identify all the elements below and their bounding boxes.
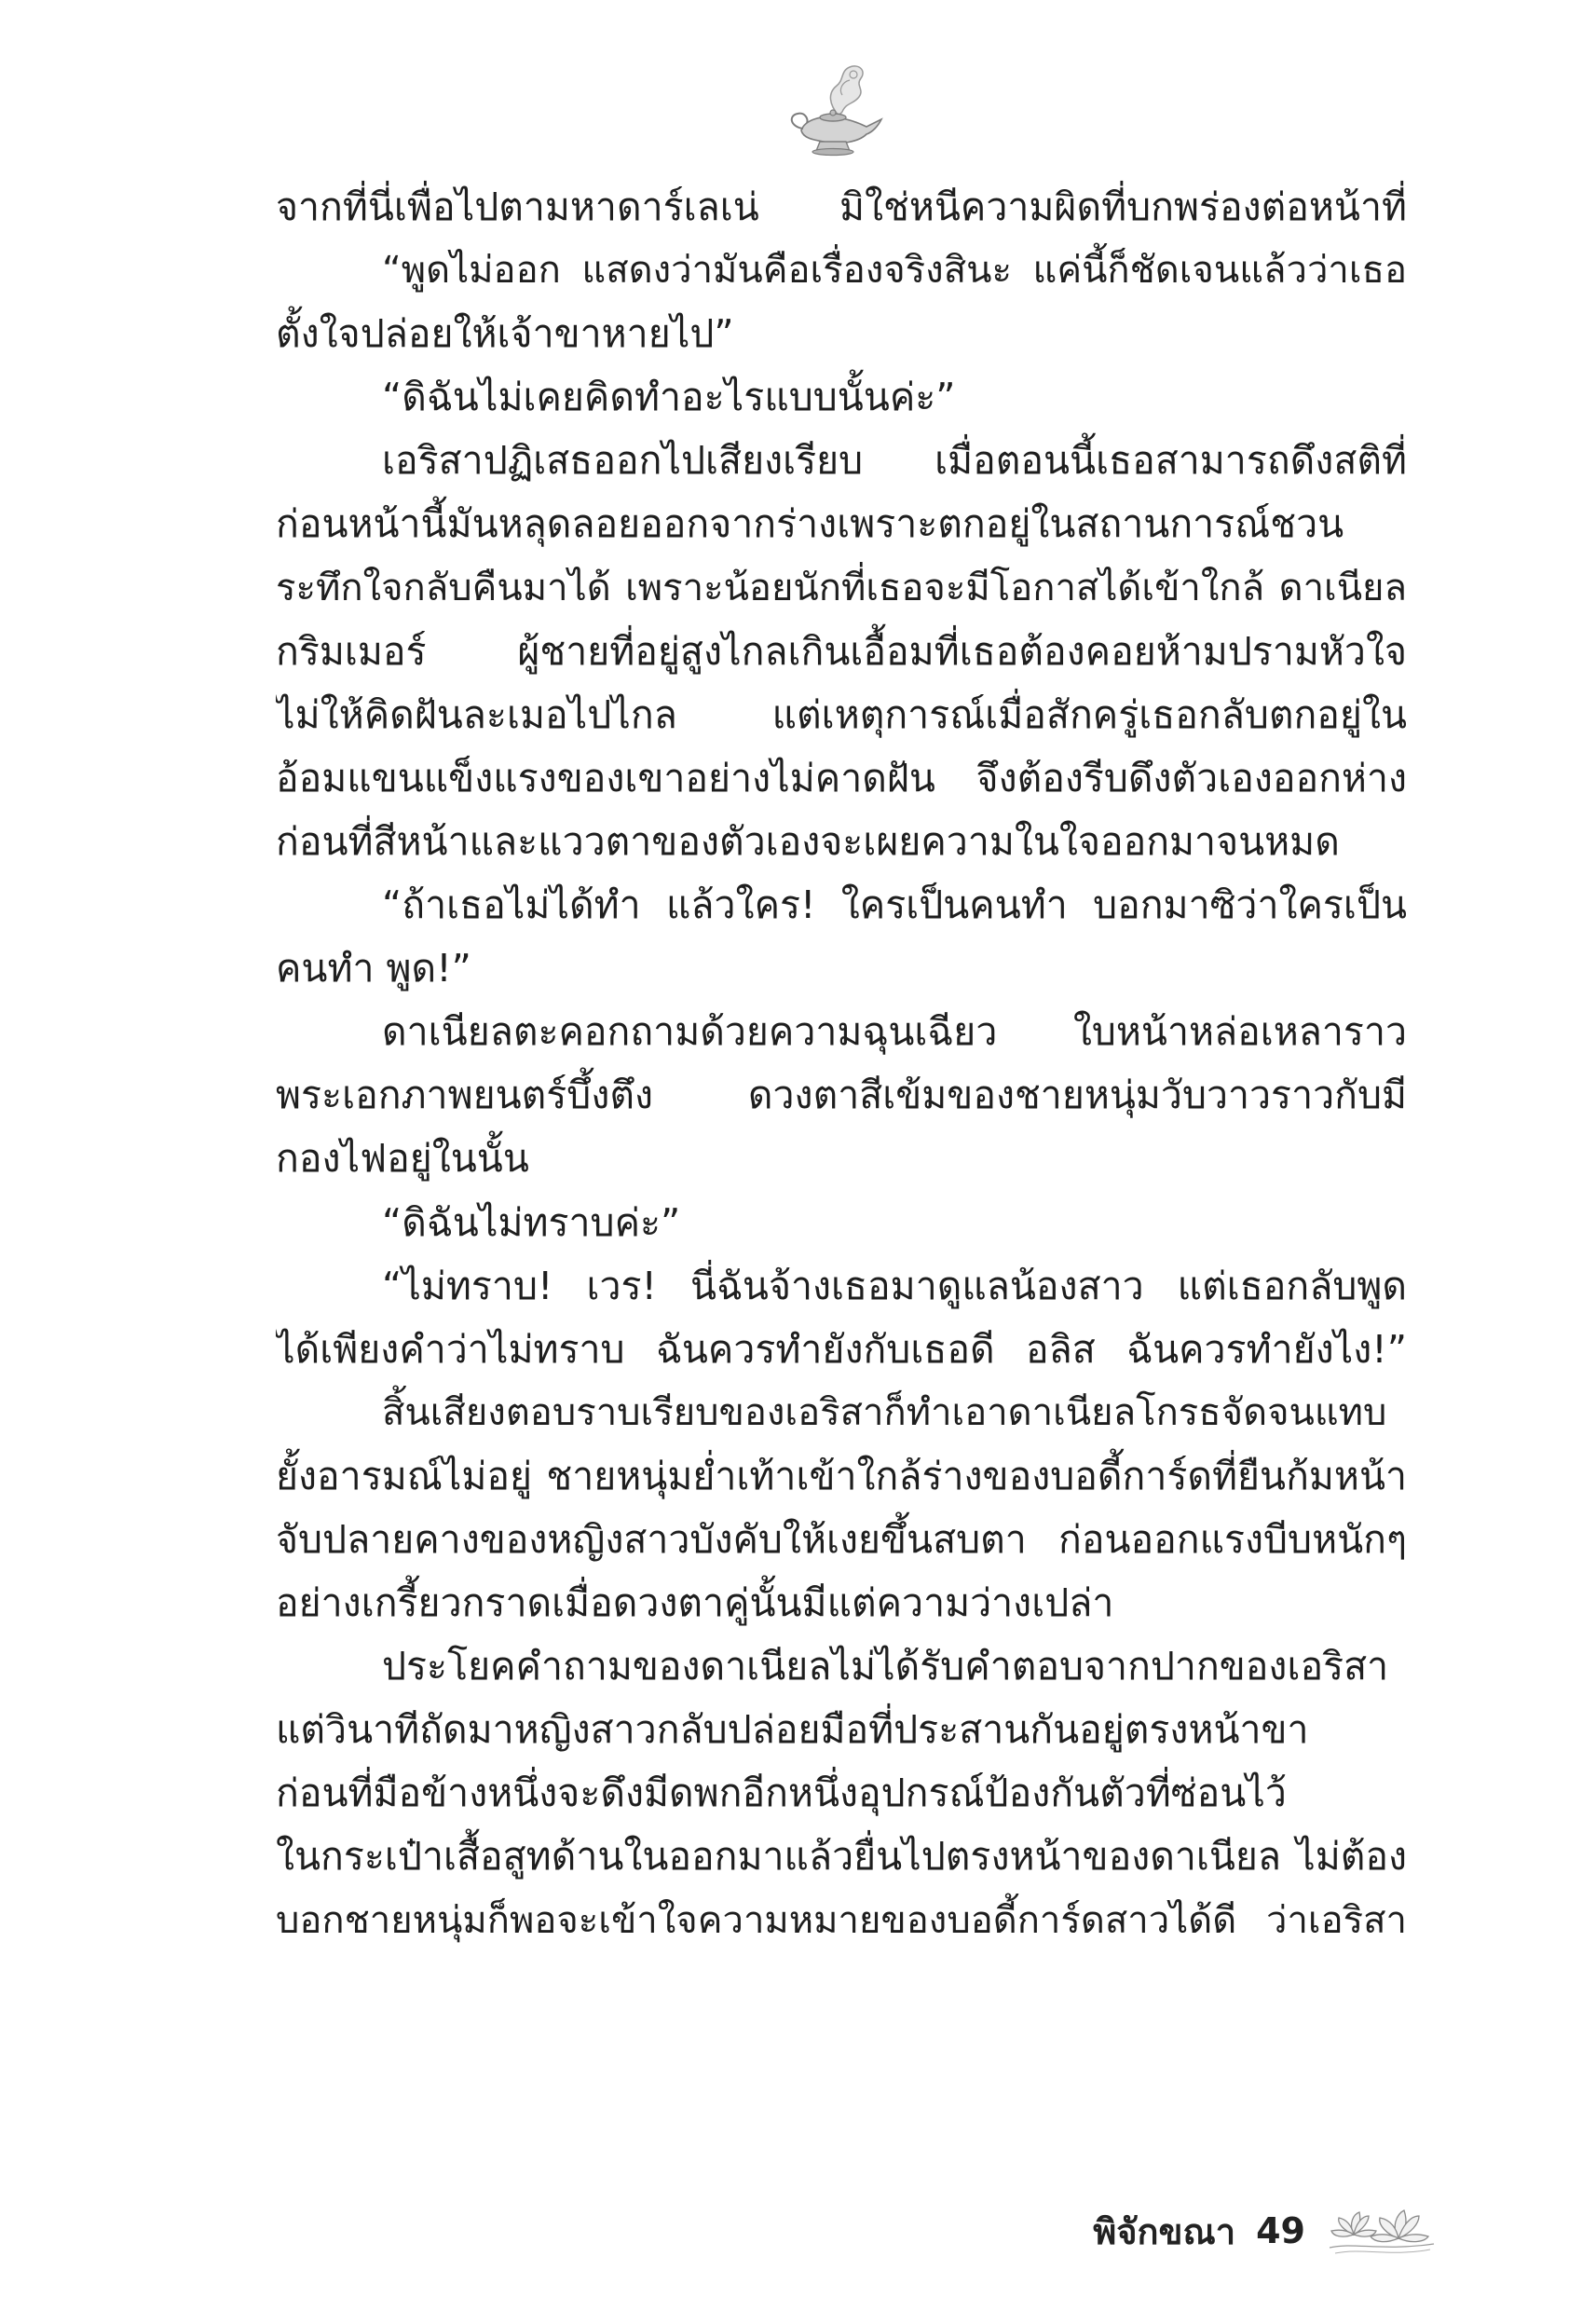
text-line: “ถ้าเธอไม่ได้ทำ แล้วใคร! ใครเป็นคนทำ บอกมาซิว่าใครเป็น <box>382 882 1407 928</box>
text-line: พระเอกภาพยนตร์บึ้งตึง ดวงตาสีเข้มของชายหนุ่มวับวาวราวกับมี <box>276 1073 1407 1118</box>
text-line: อ้อมแขนแข็งแรงของเขาอย่างไม่คาดฝัน จึงต้องรีบดึงตัวเองออกห่าง <box>276 755 1407 800</box>
text-line: ยั้งอารมณ์ไม่อยู่ ชายหนุ่มย่ำเท้าเข้าใกล้ร่างของบอดี้การ์ดที่ยืนก้มหน้า <box>276 1453 1407 1498</box>
text-line: “ดิฉันไม่เคยคิดทำอะไรแบบนั้นค่ะ” <box>382 375 956 420</box>
book-title: พิจักขณา <box>1093 2210 1236 2252</box>
text-line: ระทึกใจกลับคืนมาได้ เพราะน้อยนักที่เธอจะมีโอกาสได้เข้าใกล้ ดาเนียล <box>276 566 1407 609</box>
text-line: กริมเมอร์ ผู้ชายที่อยู่สูงไกลเกินเอื้อมที่เธอต้องคอยห้ามปรามหัวใจ <box>276 628 1407 674</box>
text-line: “ไม่ทราบ! เวร! นี่ฉันจ้างเธอมาดูแลน้องสาว แต่เธอกลับพูด <box>382 1263 1407 1308</box>
text-line: ได้เพียงคำว่าไม่ทราบ ฉันควรทำยังกับเธอดี อลิส ฉันควรทำยังไง!” <box>276 1326 1407 1372</box>
text-line: ไม่ให้คิดฝันละเมอไปไกล แต่เหตุการณ์เมื่อสักครู่เธอกลับตกอยู่ใน <box>276 691 1407 737</box>
text-line: ก่อนที่มือข้างหนึ่งจะดึงมีดพกอีกหนึ่งอุปกรณ์ป้องกันตัวที่ซ่อนไว้ <box>276 1771 1287 1816</box>
lotus-flower-icon <box>1326 2203 1438 2259</box>
page-number: 49 <box>1256 2210 1305 2251</box>
text-line: จากที่นี่เพื่อไปตามหาดาร์เลเน่ มิใช่หนีความผิดที่บกพร่องต่อหน้าที่ <box>276 185 1407 229</box>
text-line: “พูดไม่ออก แสดงว่ามันคือเรื่องจริงสินะ แค่นี้ก็ชัดเจนแล้วว่าเธอ <box>382 249 1407 293</box>
text-line: ก่อนที่สีหน้าและแววตาของตัวเองจะเผยความในใจออกมาจนหมด <box>276 818 1340 864</box>
body-text <box>276 175 1407 1952</box>
text-line: จับปลายคางของหญิงสาวบังคับให้เงยขึ้นสบตา ก่อนออกแรงบีบหนักๆ <box>276 1516 1407 1562</box>
text-line: ก่อนหน้านี้มันหลุดลอยออกจากร่างเพราะตกอยู่ในสถานการณ์ชวน <box>276 501 1344 547</box>
text-line: ประโยคคำถามของดาเนียลไม่ได้รับคำตอบจากปากของเอริสา <box>382 1644 1389 1689</box>
text-line: ดาเนียลตะคอกถามด้วยความฉุนเฉียว ใบหน้าหล่อเหลาราว <box>382 1009 1407 1055</box>
text-line: เอริสาปฏิเสธออกไปเสียงเรียบ เมื่อตอนนี้เธอสามารถดึงสติที่ <box>382 438 1407 484</box>
text-line: ในกระเป๋าเสื้อสูทด้านในออกมาแล้วยื่นไปตรงหน้าของดาเนียล ไม่ต้อง <box>276 1834 1407 1880</box>
text-line: แต่วินาทีถัดมาหญิงสาวกลับปล่อยมือที่ประสานกันอยู่ตรงหน้าขา <box>276 1707 1309 1753</box>
text-line: อย่างเกรี้ยวกราดเมื่อดวงตาคู่นั้นมีแต่ความว่างเปล่า <box>276 1580 1114 1626</box>
page-footer <box>1093 2203 1438 2259</box>
genie-lamp-icon <box>781 58 893 160</box>
text-line: กองไฟอยู่ในนั้น <box>276 1136 529 1182</box>
text-line: บอกชายหนุ่มก็พอจะเข้าใจความหมายของบอดี้การ์ดสาวได้ดี ว่าเอริสา <box>276 1898 1407 1942</box>
text-line: ตั้งใจปล่อยให้เจ้าขาหายไป” <box>276 311 734 357</box>
text-line: คนทำ พูด!” <box>276 946 471 991</box>
text-line: “ดิฉันไม่ทราบค่ะ” <box>382 1199 681 1245</box>
text-line: สิ้นเสียงตอบราบเรียบของเอริสาก็ทำเอาดาเนียลโกรธจัดจนแทบ <box>382 1390 1387 1434</box>
